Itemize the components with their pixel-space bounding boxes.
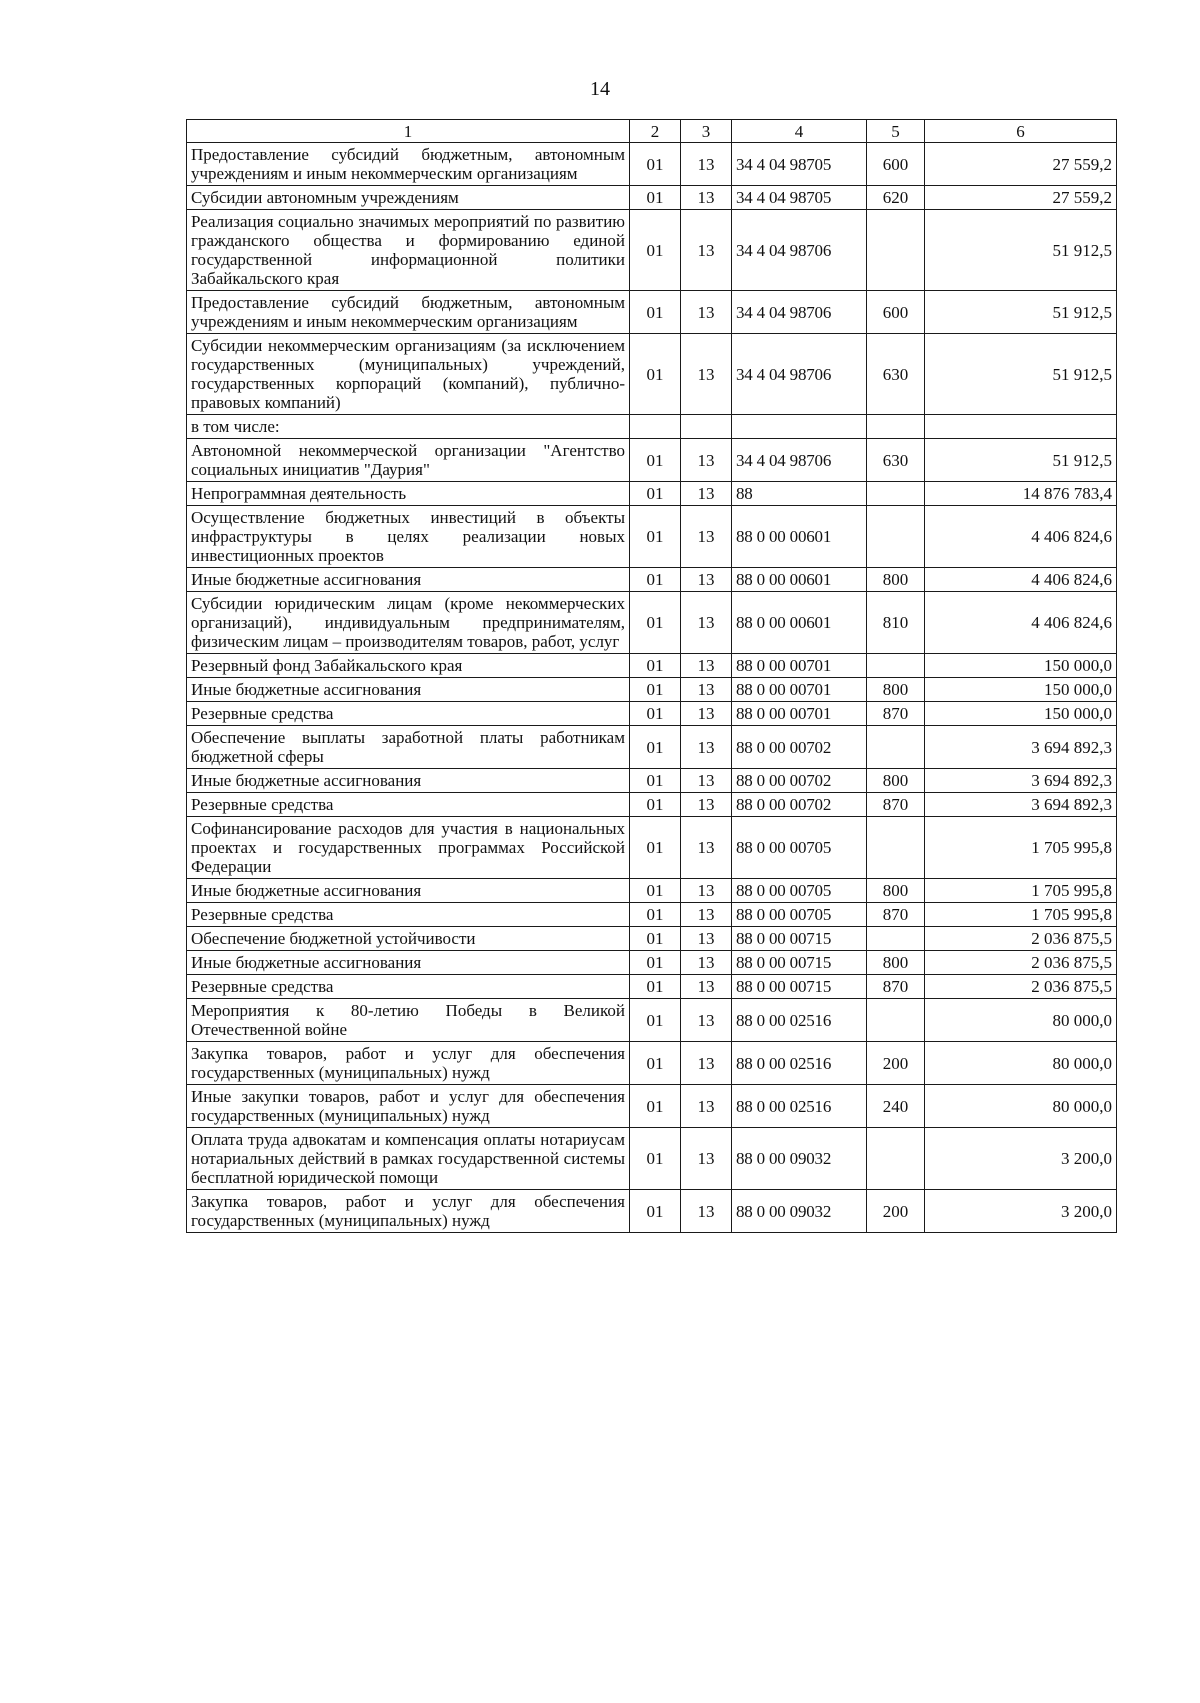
column-header: 4 [732,120,867,143]
cell-name: Автономной некоммерческой организации "Агентство социальных инициатив "Даурия" [187,439,630,482]
cell-subsection: 13 [681,702,732,726]
cell-subsection: 13 [681,1085,732,1128]
cell-expense-type: 600 [867,143,925,186]
cell-amount: 27 559,2 [925,143,1117,186]
cell-subsection: 13 [681,678,732,702]
table-header-row [187,120,1117,143]
cell-subsection: 13 [681,592,732,654]
table-row [187,482,1117,506]
cell-amount: 3 694 892,3 [925,769,1117,793]
cell-name: Иные бюджетные ассигнования [187,951,630,975]
cell-subsection: 13 [681,999,732,1042]
cell-expense-type: 870 [867,793,925,817]
table-row [187,415,1117,439]
cell-name: Иные бюджетные ассигнования [187,568,630,592]
cell-name: Иные бюджетные ассигнования [187,769,630,793]
cell-name: Субсидии юридическим лицам (кроме некоммерческих организаций), индивидуальным предпринимателям, физическим лицам – производителям товаров, работ, услуг [187,592,630,654]
cell-section: 01 [630,702,681,726]
cell-expense-type [867,654,925,678]
cell-subsection: 13 [681,506,732,568]
cell-target-article: 88 0 00 09032 [732,1190,867,1233]
table-row [187,999,1117,1042]
column-header: 2 [630,120,681,143]
table-row [187,951,1117,975]
cell-name: Обеспечение выплаты заработной платы работникам бюджетной сферы [187,726,630,769]
cell-name: Предоставление субсидий бюджетным, автономным учреждениям и иным некоммерческим организациям [187,291,630,334]
cell-subsection: 13 [681,334,732,415]
cell-target-article: 34 4 04 98705 [732,186,867,210]
cell-target-article: 88 0 00 00705 [732,817,867,879]
column-header: 3 [681,120,732,143]
cell-target-article: 88 0 00 00715 [732,975,867,999]
page-number: 14 [590,78,610,100]
cell-amount: 27 559,2 [925,186,1117,210]
column-header: 1 [187,120,630,143]
table-row [187,793,1117,817]
cell-expense-type: 630 [867,439,925,482]
cell-amount: 51 912,5 [925,334,1117,415]
cell-expense-type: 620 [867,186,925,210]
cell-section: 01 [630,568,681,592]
cell-target-article: 88 0 00 00701 [732,702,867,726]
cell-name: Реализация социально значимых мероприятий по развитию гражданского общества и формированию единой государственной информационной политики Забайкальского края [187,210,630,291]
table-row [187,975,1117,999]
cell-expense-type: 800 [867,951,925,975]
cell-name: Резервные средства [187,903,630,927]
budget-table [186,119,1117,1233]
cell-amount: 80 000,0 [925,999,1117,1042]
cell-name: Резервные средства [187,702,630,726]
cell-target-article: 34 4 04 98706 [732,334,867,415]
cell-name: Резервный фонд Забайкальского края [187,654,630,678]
cell-target-article: 34 4 04 98706 [732,291,867,334]
cell-amount: 1 705 995,8 [925,879,1117,903]
cell-section: 01 [630,186,681,210]
cell-subsection: 13 [681,568,732,592]
cell-amount: 80 000,0 [925,1042,1117,1085]
table-row [187,1190,1117,1233]
table-row [187,506,1117,568]
cell-target-article: 88 0 00 00715 [732,951,867,975]
cell-amount [925,415,1117,439]
cell-amount: 3 694 892,3 [925,726,1117,769]
cell-amount: 3 200,0 [925,1190,1117,1233]
cell-name: Софинансирование расходов для участия в национальных проектах и государственных программах Российской Федерации [187,817,630,879]
cell-amount: 51 912,5 [925,439,1117,482]
cell-target-article: 88 [732,482,867,506]
cell-expense-type: 800 [867,568,925,592]
cell-expense-type: 870 [867,903,925,927]
cell-subsection: 13 [681,1042,732,1085]
cell-section: 01 [630,143,681,186]
cell-target-article: 88 0 00 00601 [732,568,867,592]
cell-section [630,415,681,439]
cell-amount: 80 000,0 [925,1085,1117,1128]
cell-amount: 1 705 995,8 [925,817,1117,879]
cell-section: 01 [630,879,681,903]
table-row [187,291,1117,334]
cell-target-article: 88 0 00 02516 [732,1085,867,1128]
cell-name: Резервные средства [187,975,630,999]
cell-section: 01 [630,210,681,291]
cell-target-article: 88 0 00 00702 [732,793,867,817]
table-row [187,1042,1117,1085]
cell-name: Резервные средства [187,793,630,817]
table-row [187,769,1117,793]
cell-target-article: 34 4 04 98705 [732,143,867,186]
cell-amount: 150 000,0 [925,678,1117,702]
table-row [187,210,1117,291]
cell-amount: 51 912,5 [925,210,1117,291]
cell-expense-type: 800 [867,879,925,903]
cell-target-article: 88 0 00 00705 [732,903,867,927]
cell-amount: 3 694 892,3 [925,793,1117,817]
cell-subsection: 13 [681,210,732,291]
cell-name: Субсидии некоммерческим организациям (за исключением государственных (муниципальных) учреждений, государственных корпораций (компаний), публично-правовых компаний) [187,334,630,415]
cell-section: 01 [630,291,681,334]
cell-expense-type [867,927,925,951]
cell-subsection: 13 [681,903,732,927]
cell-subsection: 13 [681,1128,732,1190]
cell-name: Субсидии автономным учреждениям [187,186,630,210]
cell-section: 01 [630,592,681,654]
cell-subsection: 13 [681,439,732,482]
table-row [187,439,1117,482]
cell-section: 01 [630,1085,681,1128]
cell-expense-type [867,999,925,1042]
cell-target-article: 88 0 00 00701 [732,654,867,678]
cell-amount: 4 406 824,6 [925,506,1117,568]
table-row [187,334,1117,415]
table-row [187,927,1117,951]
cell-expense-type: 800 [867,769,925,793]
cell-expense-type: 600 [867,291,925,334]
cell-name: Закупка товаров, работ и услуг для обеспечения государственных (муниципальных) нужд [187,1042,630,1085]
cell-amount: 4 406 824,6 [925,592,1117,654]
cell-target-article: 88 0 00 09032 [732,1128,867,1190]
cell-amount: 2 036 875,5 [925,951,1117,975]
cell-subsection: 13 [681,951,732,975]
table-row [187,903,1117,927]
cell-section: 01 [630,793,681,817]
cell-subsection: 13 [681,726,732,769]
cell-section: 01 [630,999,681,1042]
table-row [187,879,1117,903]
table-row [187,592,1117,654]
cell-expense-type: 870 [867,975,925,999]
cell-expense-type: 200 [867,1190,925,1233]
cell-expense-type [867,1128,925,1190]
cell-target-article: 34 4 04 98706 [732,210,867,291]
cell-name: Закупка товаров, работ и услуг для обеспечения государственных (муниципальных) нужд [187,1190,630,1233]
cell-amount: 3 200,0 [925,1128,1117,1190]
cell-section: 01 [630,334,681,415]
cell-name: Предоставление субсидий бюджетным, автономным учреждениям и иным некоммерческим организациям [187,143,630,186]
table-row [187,702,1117,726]
cell-name: Иные бюджетные ассигнования [187,879,630,903]
cell-section: 01 [630,817,681,879]
cell-name: Иные закупки товаров, работ и услуг для обеспечения государственных (муниципальных) нужд [187,1085,630,1128]
table-row [187,1128,1117,1190]
cell-subsection: 13 [681,482,732,506]
cell-subsection: 13 [681,927,732,951]
cell-expense-type [867,210,925,291]
cell-section: 01 [630,506,681,568]
cell-amount: 14 876 783,4 [925,482,1117,506]
table-row [187,654,1117,678]
cell-target-article: 88 0 00 00715 [732,927,867,951]
cell-amount: 2 036 875,5 [925,927,1117,951]
cell-expense-type: 870 [867,702,925,726]
cell-name: Иные бюджетные ассигнования [187,678,630,702]
cell-expense-type: 800 [867,678,925,702]
cell-target-article: 88 0 00 00601 [732,592,867,654]
cell-name: Мероприятия к 80-летию Победы в Великой Отечественной войне [187,999,630,1042]
cell-expense-type: 810 [867,592,925,654]
cell-expense-type [867,482,925,506]
cell-target-article: 88 0 00 00702 [732,769,867,793]
cell-name: Обеспечение бюджетной устойчивости [187,927,630,951]
cell-amount: 1 705 995,8 [925,903,1117,927]
table-row [187,678,1117,702]
cell-section: 01 [630,1128,681,1190]
cell-name: Оплата труда адвокатам и компенсация оплаты нотариусам нотариальных действий в рамках государственной системы бесплатной юридической помощи [187,1128,630,1190]
cell-expense-type [867,726,925,769]
cell-target-article: 88 0 00 02516 [732,1042,867,1085]
cell-subsection: 13 [681,879,732,903]
column-header: 5 [867,120,925,143]
cell-section: 01 [630,1190,681,1233]
cell-amount: 4 406 824,6 [925,568,1117,592]
cell-section: 01 [630,678,681,702]
cell-section: 01 [630,439,681,482]
cell-section: 01 [630,482,681,506]
cell-expense-type [867,817,925,879]
cell-target-article: 88 0 00 02516 [732,999,867,1042]
cell-amount: 2 036 875,5 [925,975,1117,999]
cell-subsection: 13 [681,769,732,793]
table-row [187,726,1117,769]
cell-section: 01 [630,975,681,999]
table-row [187,143,1117,186]
cell-section: 01 [630,951,681,975]
cell-expense-type: 630 [867,334,925,415]
cell-section: 01 [630,1042,681,1085]
cell-name: Осуществление бюджетных инвестиций в объекты инфраструктуры в целях реализации новых инвестиционных проектов [187,506,630,568]
cell-target-article: 34 4 04 98706 [732,439,867,482]
cell-name: в том числе: [187,415,630,439]
cell-section: 01 [630,654,681,678]
table-row [187,1085,1117,1128]
cell-target-article: 88 0 00 00701 [732,678,867,702]
cell-expense-type: 200 [867,1042,925,1085]
cell-subsection: 13 [681,793,732,817]
table-row [187,186,1117,210]
cell-section: 01 [630,927,681,951]
table-row [187,817,1117,879]
cell-subsection: 13 [681,291,732,334]
table-body [187,143,1117,1233]
cell-expense-type [867,506,925,568]
cell-expense-type: 240 [867,1085,925,1128]
cell-target-article: 88 0 00 00601 [732,506,867,568]
cell-subsection: 13 [681,143,732,186]
cell-subsection: 13 [681,817,732,879]
cell-expense-type [867,415,925,439]
cell-amount: 150 000,0 [925,702,1117,726]
cell-section: 01 [630,903,681,927]
cell-subsection [681,415,732,439]
cell-subsection: 13 [681,186,732,210]
cell-section: 01 [630,769,681,793]
cell-amount: 150 000,0 [925,654,1117,678]
cell-target-article: 88 0 00 00702 [732,726,867,769]
column-header: 6 [925,120,1117,143]
cell-target-article: 88 0 00 00705 [732,879,867,903]
cell-subsection: 13 [681,1190,732,1233]
cell-subsection: 13 [681,975,732,999]
cell-amount: 51 912,5 [925,291,1117,334]
table-row [187,568,1117,592]
cell-name: Непрограммная деятельность [187,482,630,506]
cell-subsection: 13 [681,654,732,678]
cell-target-article [732,415,867,439]
cell-section: 01 [630,726,681,769]
